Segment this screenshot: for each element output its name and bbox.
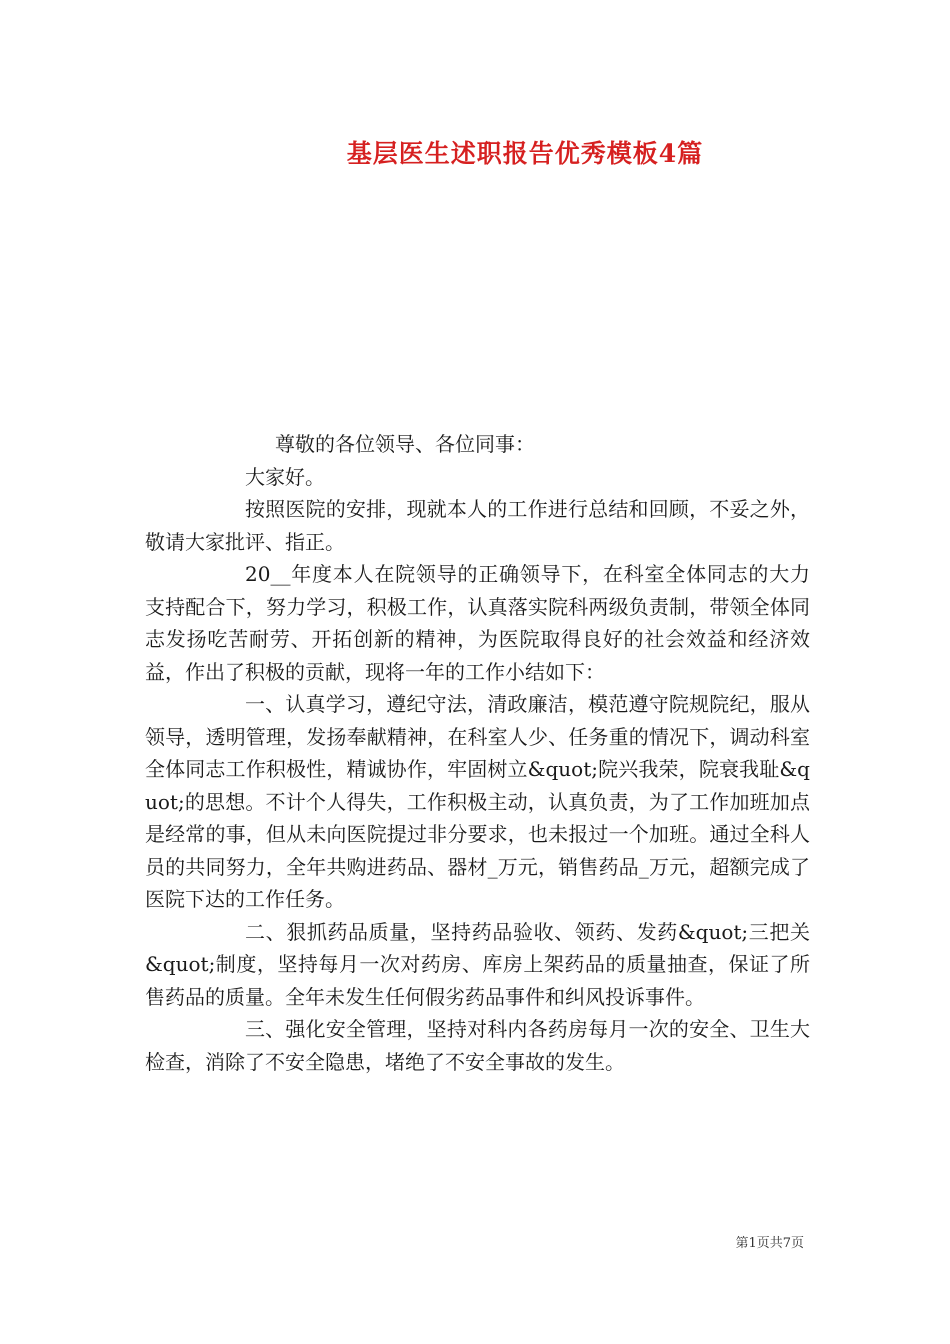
paragraph-intro: 按照医院的安排，现就本人的工作进行总结和回顾，不妥之外，敬请大家批评、指正。 [145, 497, 810, 554]
paragraph-point-3: 三、强化安全管理，坚持对科内各药房每月一次的安全、卫生大检查，消除了不安全隐患，堵绝了不安全事故的发生。 [145, 1017, 810, 1074]
paragraph-point-1: 一、认真学习，遵纪守法，清政廉洁，模范遵守院规院纪，服从领导，透明管理，发扬奉献精神，在科室人少、任务重的情况下，调动科室全体同志工作积极性，精诚协作，牢固树立&quot;院兴我荣，院衰我耻&quot;的思想。不计个人得失，工作积极主动，认真负责，为了工作加班加点是经常的事，但从未向医院提过非分要求，也未报过一个加班。通过全科人员的共同努力，全年共购进药品、器材_万元，销售药品_万元，超额完成了医院下达的工作任务。 [145, 692, 810, 911]
paragraph-summary: 20__年度本人在院领导的正确领导下，在科室全体同志的大力支持配合下，努力学习，积极工作，认真落实院科两级负责制，带领全体同志发扬吃苦耐劳、开拓创新的精神，为医院取得良好的社会效益和经济效益，作出了积极的贡献，现将一年的工作小结如下： [145, 562, 810, 684]
document-body [145, 428, 810, 1078]
document-title: 基层医生述职报告优秀模板4篇 [346, 139, 704, 168]
paragraph-greeting: 大家好。 [245, 464, 325, 489]
paragraph-salutation: 尊敬的各位领导、各位同事： [275, 432, 535, 456]
page-number: 第1页共7页 [735, 1236, 804, 1251]
paragraph-point-2: 二、狠抓药品质量，坚持药品验收、领药、发药&quot;三把关&quot;制度，坚持每月一次对药房、库房上架药品的质量抽查，保证了所售药品的质量。全年未发生任何假劣药品事件和纠风投诉事件。 [145, 919, 810, 1009]
